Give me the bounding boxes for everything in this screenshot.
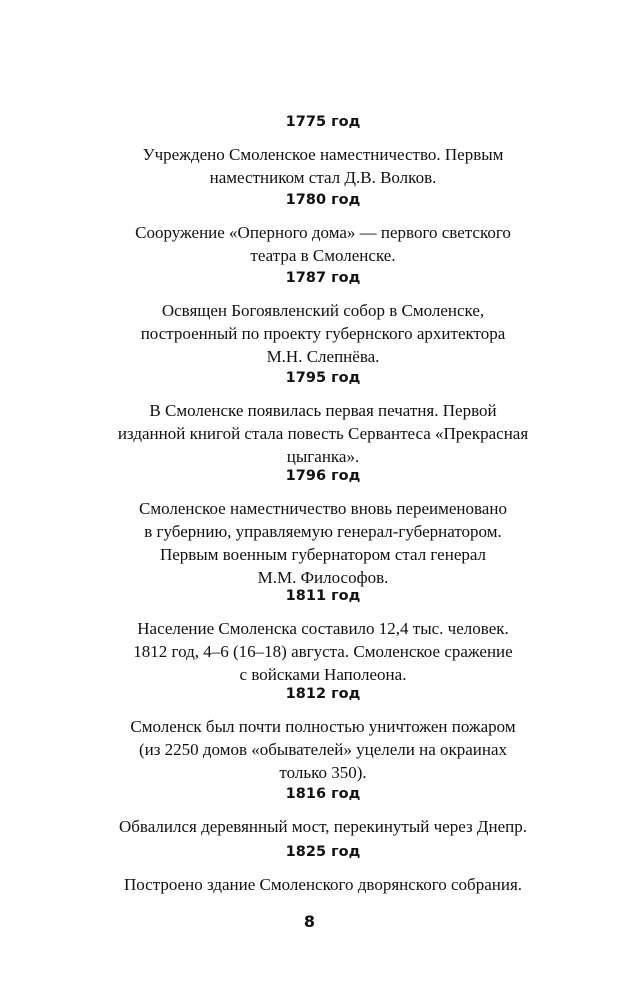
chronology-entry-1825	[60, 842, 586, 896]
entry-text	[60, 815, 586, 838]
entry-text-line: Первым военным губернатором стал генерал	[159, 545, 487, 564]
entry-text	[60, 299, 586, 368]
entry-text-line: Смоленское наместничество вновь переименовано	[139, 499, 507, 518]
entry-year: 1825 год	[285, 844, 361, 860]
entry-text	[60, 399, 586, 468]
entry-year: 1787 год	[285, 270, 361, 286]
chronology-entry-1812	[60, 684, 586, 784]
entry-text	[60, 143, 586, 189]
entry-text	[60, 497, 586, 589]
entry-text-line: Сооружение «Оперного дома» — первого светского	[135, 223, 511, 242]
chronology-entry-1775	[60, 112, 586, 189]
entry-text-line: Смоленск был почти полностью уничтожен пожаром	[130, 717, 516, 736]
entry-year: 1811 год	[285, 588, 361, 604]
entry-year: 1780 год	[285, 192, 361, 208]
entry-text-line: Обвалился деревянный мост, перекинутый через Днепр.	[118, 817, 528, 836]
entry-text-line: с войсками Наполеона.	[239, 665, 407, 684]
entry-year: 1775 год	[285, 114, 361, 130]
entry-text-line: М.М. Философов.	[257, 568, 389, 587]
entry-text-line: Построено здание Смоленского дворянского собрания.	[123, 875, 523, 894]
entry-text-line: Население Смоленска составило 12,4 тыс. человек.	[137, 619, 509, 638]
entry-year: 1812 год	[285, 686, 361, 702]
entry-text-line: в губернию, управляемую генерал-губернатором.	[144, 522, 502, 541]
entry-text-line: наместником стал Д.В. Волков.	[209, 168, 437, 187]
page-number: 8	[303, 912, 316, 931]
entry-text-line: Освящен Богоявленский собор в Смоленске,	[161, 301, 485, 320]
chronology-entry-1787	[60, 268, 586, 368]
entry-text	[60, 617, 586, 686]
chronology-entry-1795	[60, 368, 586, 468]
entry-text-line: театра в Смоленске.	[250, 246, 396, 265]
entry-text	[60, 873, 586, 896]
entry-text-line: только 350).	[279, 763, 367, 782]
entry-year: 1816 год	[285, 786, 361, 802]
entry-text	[60, 221, 586, 267]
entry-text-line: 1812 год, 4–6 (16–18) августа. Смоленское сражение	[133, 642, 513, 661]
chronology-entry-1780	[60, 190, 586, 267]
chronology-entry-1796	[60, 466, 586, 589]
entry-text-line: (из 2250 домов «обывателей» уцелели на окраинах	[138, 740, 508, 759]
entry-text-line: построенный по проекту губернского архитектора	[140, 324, 506, 343]
chronology-entry-1811	[60, 586, 586, 686]
entry-year: 1795 год	[285, 370, 361, 386]
entry-year: 1796 год	[285, 468, 361, 484]
entry-text-line: М.Н. Слепнёва.	[266, 347, 380, 366]
chronology-entry-1816	[60, 784, 586, 838]
entry-text-line: цыганка».	[286, 447, 360, 466]
entry-text-line: изданной книгой стала повесть Сервантеса «Прекрасная	[117, 424, 529, 443]
entry-text	[60, 715, 586, 784]
entry-text-line: Учреждено Смоленское наместничество. Первым	[142, 145, 504, 164]
entry-text-line: В Смоленске появилась первая печатня. Первой	[149, 401, 497, 420]
